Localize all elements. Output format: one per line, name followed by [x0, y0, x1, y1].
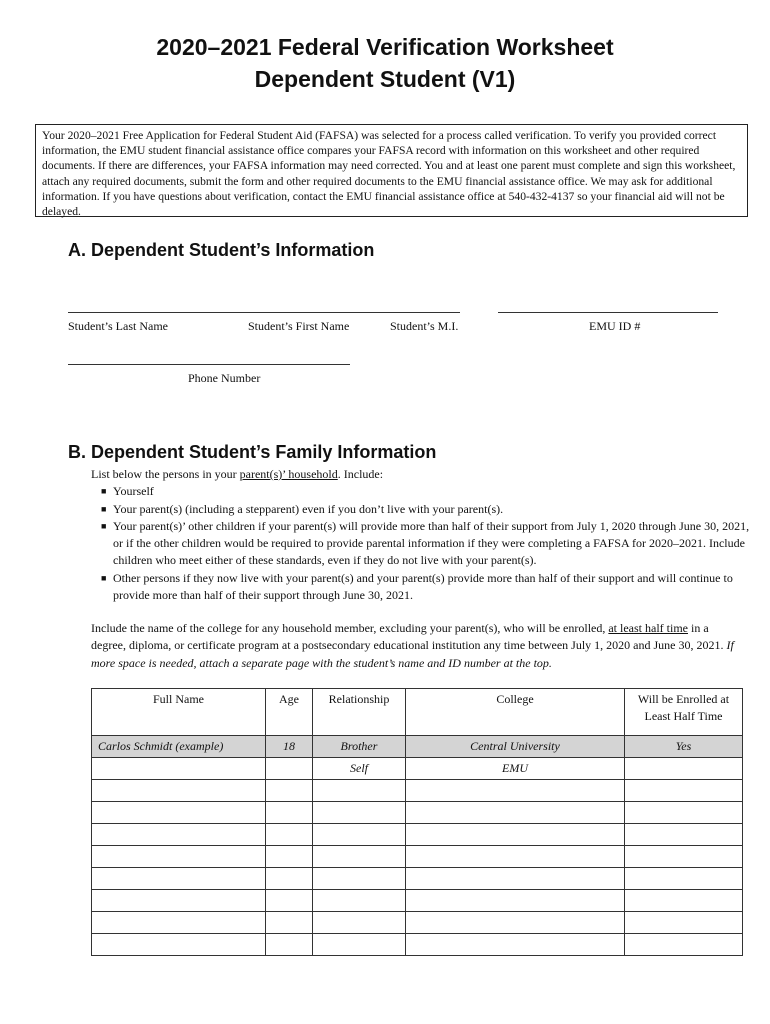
cell-age[interactable]: [266, 758, 313, 780]
list-item: ■ Your parent(s)’ other children if your parent(s) will provide more than half of their support from July 1, 2020 through June 30, 2021, or if the other children would be required to provide parental information if they were completing a FAFSA for 2020–2021. Include children who meet either of these standards, even if they do not live with your parent(s).: [101, 518, 750, 568]
student-name-line[interactable]: [68, 312, 460, 313]
cell-name[interactable]: [92, 758, 266, 780]
household-criteria-list: [91, 483, 751, 604]
first-name-label: Student’s First Name: [248, 319, 350, 333]
bullet-icon: ■: [101, 503, 107, 514]
cell-age: 18: [266, 736, 313, 758]
table-row[interactable]: [92, 912, 743, 934]
section-a-heading: A. Dependent Student’s Information: [68, 240, 375, 260]
table-row[interactable]: [92, 934, 743, 956]
verification-notice: Your 2020–2021 Free Application for Federal Student Aid (FAFSA) was selected for a process called verification. To verify you provided correct information, the EMU student financial assistance office compares your FAFSA record with information on this worksheet and other required documents. If there are differences, your FAFSA information may need corrected. You and at least one parent must complete and sign this worksheet, attach any required documents, submit the form and other required documents to the EMU financial assistance office. We may ask for additional information. If you have questions about verification, contact the EMU financial assistance office at 540-432-4137 so your financial aid will not be delayed.: [35, 124, 748, 217]
col-age: Age: [266, 689, 313, 736]
bullet-icon: ■: [101, 572, 107, 583]
table-header-row: [92, 689, 743, 736]
emu-id-label: EMU ID #: [589, 319, 641, 333]
list-item: ■ Yourself: [113, 483, 751, 500]
cell-relationship: Self: [313, 758, 406, 780]
col-relationship: Relationship: [313, 689, 406, 736]
cell-college: EMU: [406, 758, 625, 780]
bullet-icon: ■: [101, 520, 107, 531]
table-row[interactable]: [92, 780, 743, 802]
table-row[interactable]: [92, 890, 743, 912]
phone-label: Phone Number: [188, 371, 261, 385]
cell-half-time[interactable]: [625, 758, 743, 780]
list-item: ■ Other persons if they now live with your parent(s) and your parent(s) provide more than half of their support and will continue to provide more than half of their support through June 30, 2021.: [101, 570, 733, 603]
last-name-label: Student’s Last Name: [68, 319, 168, 333]
table-row[interactable]: [92, 868, 743, 890]
table-row-example: [92, 736, 743, 758]
phone-line[interactable]: [68, 364, 350, 365]
col-college: College: [406, 689, 625, 736]
table-row[interactable]: [92, 802, 743, 824]
col-half-time: Will be Enrolled at Least Half Time: [625, 689, 743, 736]
table-row[interactable]: [92, 824, 743, 846]
page-subtitle: Dependent Student (V1): [254, 66, 516, 92]
section-b-heading: B. Dependent Student’s Family Information: [68, 442, 437, 462]
college-note: Include the name of the college for any household member, excluding your parent(s), who will be enrolled, at least half time in a degree, diploma, or certificate program at a postsecondary educational institution any time between July 1, 2020 and June 30, 2021. If more space is needed, attach a separate page with the student’s name and ID number at the top.: [91, 621, 734, 670]
household-intro: List below the persons in your parent(s)’ household. Include: ■ Yourself ■ Your parent(s) (including a stepparent) even if you don’t live with your parent(s). ■ Your parent(s)’ other children if your parent(s) will provide more than half of their support from July 1, 2020 through June 30, 2021, or if the other children would be required to provide parental information if they were completing a FAFSA for 2020–2021. Include children who meet either of these standards, even if they do not live with your parent(s). ■ Other persons if they now live with your parent(s) and your parent(s) provide more than half of their support and will continue to provide more than half of their support through June 30, 2021.: [91, 466, 751, 604]
table-row[interactable]: [92, 846, 743, 868]
list-item: ■ Your parent(s) (including a stepparent) even if you don’t live with your parent(s).: [113, 501, 751, 518]
cell-half-time: Yes: [625, 736, 743, 758]
mi-label: Student’s M.I.: [390, 319, 459, 333]
emu-id-line[interactable]: [498, 312, 718, 313]
bullet-icon: ■: [101, 486, 107, 497]
cell-college: Central University: [406, 736, 625, 758]
cell-relationship: Brother: [313, 736, 406, 758]
household-table: [91, 688, 743, 956]
table-row-self: [92, 758, 743, 780]
page-title: 2020–2021 Federal Verification Worksheet: [156, 34, 614, 60]
col-full-name: Full Name: [92, 689, 266, 736]
cell-name: Carlos Schmidt (example): [92, 736, 266, 758]
